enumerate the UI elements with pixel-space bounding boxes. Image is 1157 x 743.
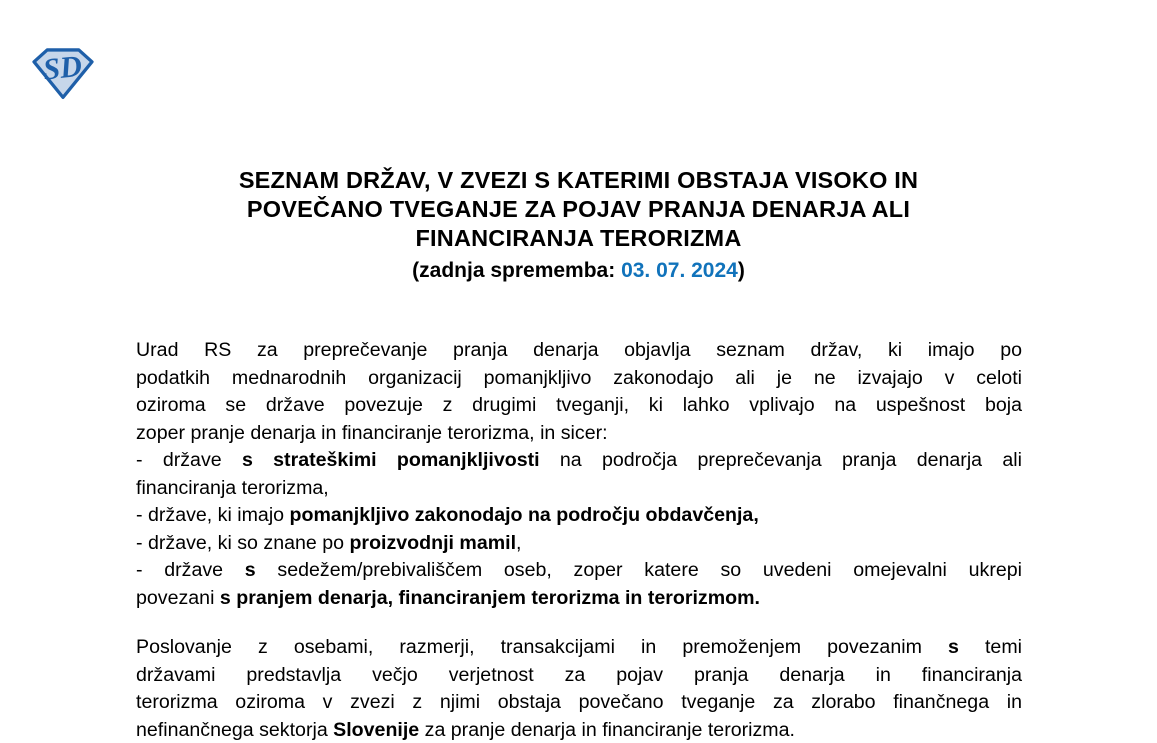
logo-letters: SD (41, 48, 84, 87)
text-line (136, 689, 1022, 717)
body-text: povezani (136, 586, 220, 609)
emphasized-text: s (947, 636, 959, 658)
last-change-subtitle (0, 256, 1157, 286)
body-text: - države (136, 449, 242, 471)
text-line (136, 557, 1022, 585)
text-line (136, 662, 1022, 690)
body-text: - države, ki imajo (136, 504, 290, 526)
body-text: - države, ki so znane po (136, 531, 350, 554)
text-line (136, 420, 1022, 448)
intro-paragraph (136, 337, 1022, 612)
sd-diamond-logo (30, 46, 96, 100)
text-line (136, 365, 1022, 393)
body-text: na področja preprečevanja pranja denarja ali (539, 449, 1022, 471)
body-text: Urad RS za preprečevanje pranja denarja objavlja seznam držav, ki imajo po (136, 339, 1022, 361)
title-line-2: POVEČANO TVEGANJE ZA POJAV PRANJA DENARJA ALI (246, 196, 911, 222)
text-line (136, 717, 1022, 743)
text-line (136, 475, 1022, 503)
body-text: Poslovanje z osebami, razmerji, transakcijami in premoženjem povezanim (136, 636, 948, 658)
last-change-date: 03. 07. 2024 (621, 259, 738, 282)
sd-diamond-logo-graphic (30, 46, 96, 100)
text-line (136, 585, 1022, 613)
title-line-1: SEZNAM DRŽAV, V ZVEZI S KATERIMI OBSTAJA VISOKO IN (238, 167, 919, 193)
body-text: oziroma se države povezuje z drugimi tveganji, ki lahko vplivajo na uspešnost boja (136, 394, 1022, 416)
body-text: temi (958, 636, 1022, 658)
emphasized-text: s (244, 559, 256, 581)
emphasized-text: s pranjem denarja, financiranjem terorizma in terorizmom. (219, 586, 760, 609)
body-text: nefinančnega sektorja (136, 718, 334, 741)
body-text: podatkih mednarodnih organizacij pomanjkljivo zakonodajo ali je ne izvajajo v celoti (136, 366, 1022, 389)
closing-paragraph (136, 634, 1022, 743)
title-line-3: FINANCIRANJA TERORIZMA (415, 225, 742, 251)
emphasized-text: proizvodnji mamil (349, 531, 517, 554)
body-text: za pranje denarja in financiranje terorizma. (419, 718, 795, 741)
body-text: terorizma oziroma v zvezi z njimi obstaja povečano tveganje za zlorabo finančnega in (136, 691, 1022, 713)
text-line (136, 530, 1022, 558)
body-text: državami predstavlja večjo verjetnost za pojav pranja denarja in financiranja (136, 663, 1022, 686)
body-text: zoper pranje denarja in financiranje terorizma, in sicer: (136, 421, 608, 444)
emphasized-text: s strateškimi pomanjkljivosti (241, 449, 540, 471)
body-text: financiranja terorizma, (136, 476, 329, 499)
document-title (0, 166, 1157, 286)
text-line (136, 392, 1022, 420)
body-text: sedežem/prebivališčem oseb, zoper katere so uvedeni omejevalni ukrepi (255, 559, 1022, 581)
body-text: - države (136, 559, 245, 581)
text-line (136, 447, 1022, 475)
text-line (136, 337, 1022, 365)
text-line (136, 634, 1022, 662)
last-change-suffix: ) (737, 259, 745, 282)
emphasized-text: pomanjkljivo zakonodajo na področju obdavčenja, (289, 504, 759, 526)
body-text: , (516, 531, 522, 554)
last-change-label: (zadnja sprememba: (412, 259, 622, 282)
emphasized-text: Slovenije (333, 718, 420, 741)
text-line (136, 502, 1022, 530)
